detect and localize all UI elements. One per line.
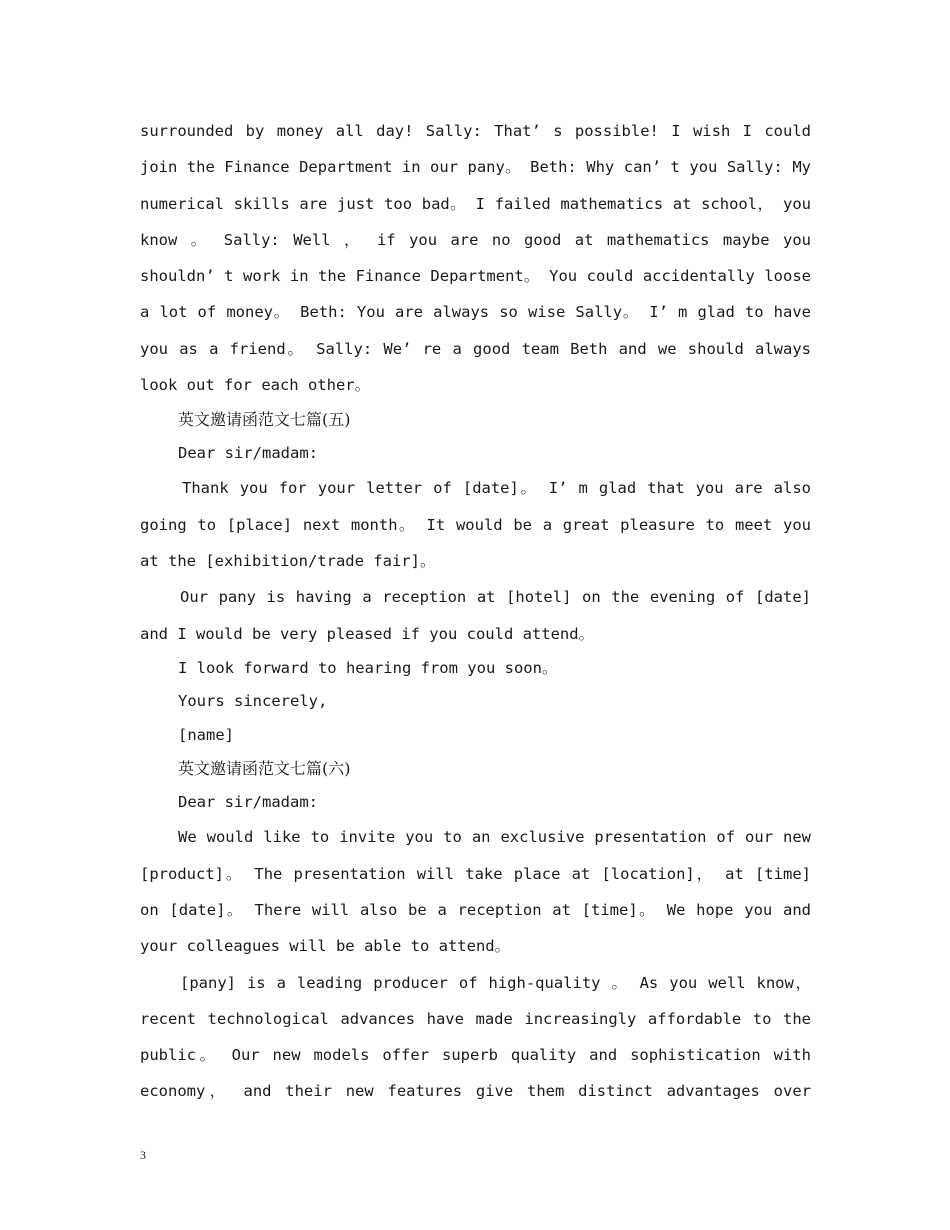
text-line: you as a friend。 Sally: We’ re a good team Beth and we should always [140, 339, 811, 358]
text-line: [product]。 The presentation will take place at [location]， at [time] [140, 864, 811, 883]
text-line: We would like to invite you to an exclusive presentation of our new [178, 828, 811, 847]
letter5-paragraph-1 [140, 470, 811, 579]
document-body [140, 113, 811, 1110]
text-line: your colleagues will be able to attend。 [140, 937, 511, 956]
dialogue-paragraph [140, 113, 811, 403]
text-line: surrounded by money all day! Sally: That’ s possible! I wish I could [140, 122, 811, 140]
letter6-paragraph-2 [140, 965, 811, 1110]
text-line: Thank you for your letter of [date]。 I’ m glad that you are also [182, 479, 811, 498]
text-line: look out for each other。 [140, 376, 371, 395]
section-heading-6: 英文邀请函范文七篇(六) [178, 759, 351, 779]
text-line: and I would be very pleased if you could attend。 [140, 624, 595, 643]
text-line: shouldn’ t work in the Finance Department。 You could accidentally loose [140, 267, 811, 286]
text-line: on [date]。 There will also be a reception at [time]。 We hope you and [140, 900, 811, 919]
text-line: Our pany is having a reception at [hotel] on the evening of [date] [180, 588, 811, 607]
text-line: join the Finance Department in our pany。 Beth: Why can’ t you Sally: My [140, 158, 811, 177]
text-line: [pany] is a leading producer of high-quality 。 As you well know， [180, 973, 811, 992]
page-number: 3 [140, 1148, 146, 1162]
text-line: economy， and their new features give them distinct advantages over [140, 1082, 811, 1101]
text-line: at the [exhibition/trade fair]。 [140, 551, 436, 570]
salutation: Dear sir/madam: [178, 792, 318, 811]
text-line: a lot of money。 Beth: You are always so wise Sally。 I’ m glad to have [140, 303, 811, 322]
text-line: numerical skills are just too bad。 I failed mathematics at school， you [140, 194, 811, 213]
letter5-paragraph-3: I look forward to hearing from you soon。 [178, 658, 558, 677]
salutation: Dear sir/madam: [178, 443, 318, 462]
letter5-paragraph-2 [140, 579, 811, 652]
section-heading-5: 英文邀请函范文七篇(五) [178, 410, 351, 430]
text-line: going to [place] next month。 It would be a great pleasure to meet you [140, 515, 811, 534]
signature: [name] [178, 725, 234, 744]
closing: Yours sincerely, [178, 692, 328, 711]
text-line: recent technological advances have made increasingly affordable to the [140, 1009, 811, 1028]
text-line: know 。 Sally: Well ， if you are no good at mathematics maybe you [140, 230, 811, 249]
text-line: public。 Our new models offer superb quality and sophistication with [140, 1046, 811, 1065]
letter6-paragraph-1 [140, 819, 811, 964]
